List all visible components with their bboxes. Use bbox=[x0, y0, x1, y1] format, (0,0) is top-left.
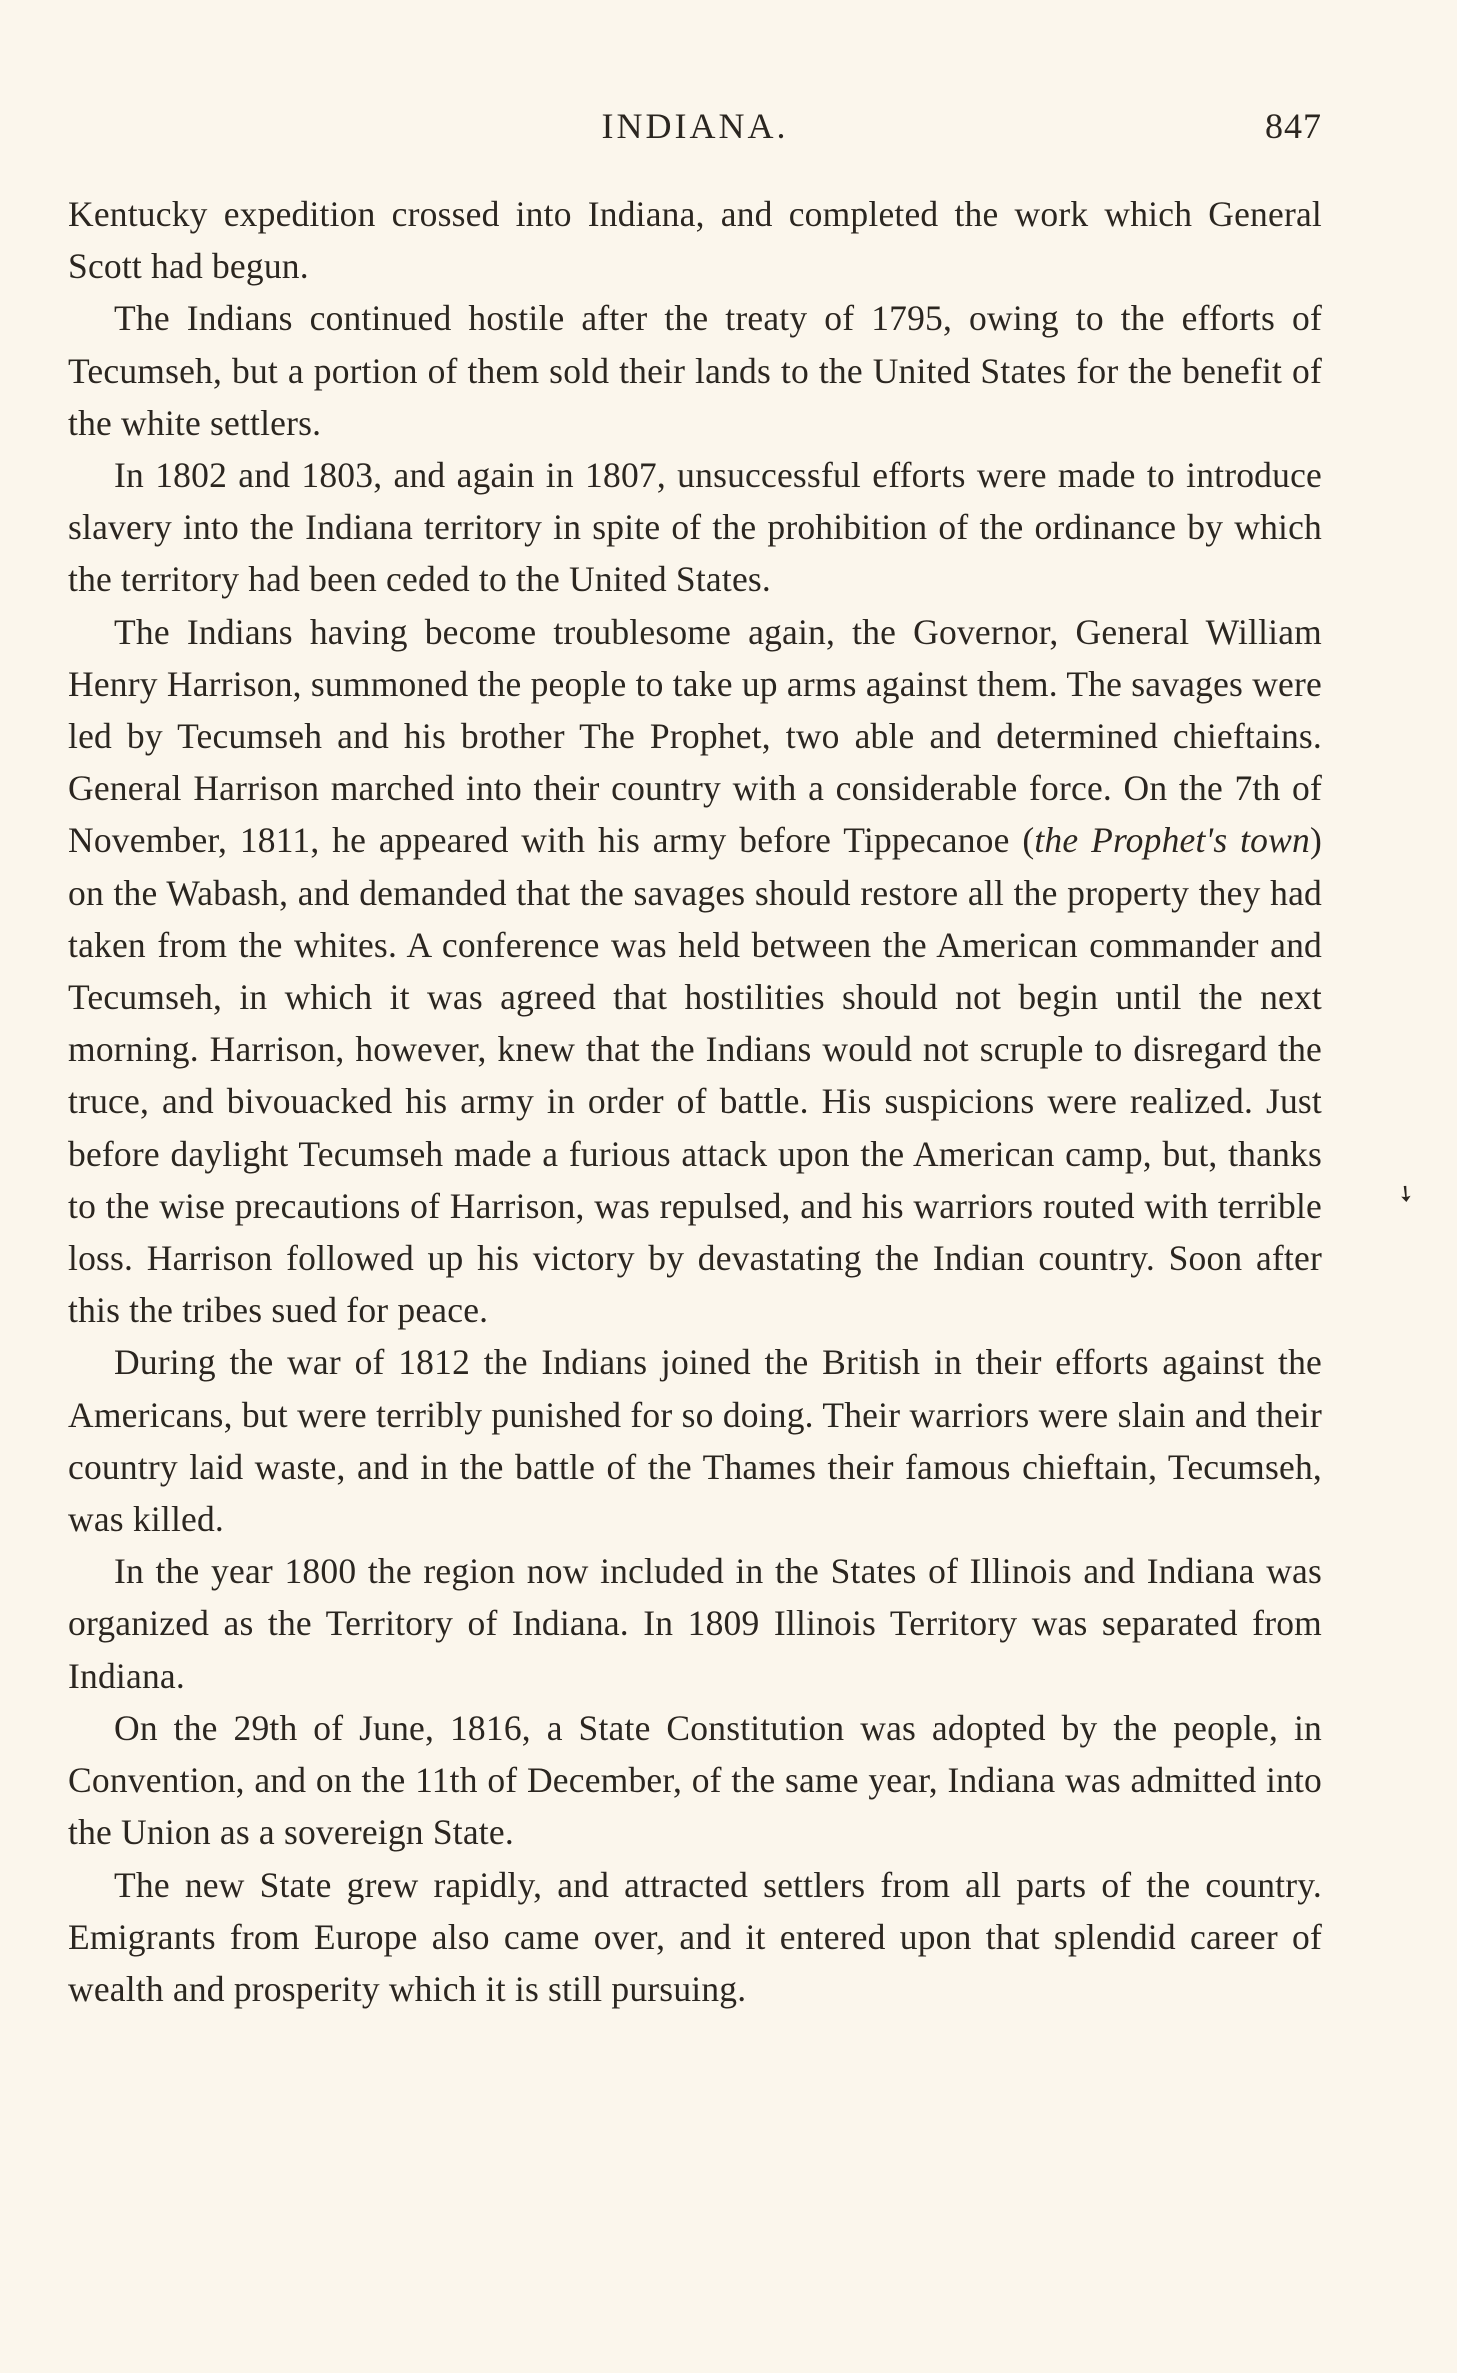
paragraph-slavery-efforts: In 1802 and 1803, and again in 1807, unsuccessful efforts were made to introduce slavery into the Indiana territory in spite of the prohibition of the ordinance by which the territory had been ceded to the United States. bbox=[68, 455, 1322, 600]
paragraph-tippecanoe-part-2: ) on the Wabash, and demanded that the savages should restore all the property they had taken from the whites. A conference was held between the American commander and Tecumseh, in which it was agreed that hostilities should not begin until the next morning. Harrison, however, knew that the Indians would not scruple to disregard the truce, and bivouacked his army in order of battle. His suspicions were realized. Just before daylight Tecumseh made a furious attack upon the American camp, but, thanks to the wise precautions of Harrison, was repulsed, and his warriors routed with terrible loss. Harrison followed up his victory by devastating the Indian country. Soon after this the tribes sued for peace. bbox=[68, 820, 1322, 1331]
paragraph-tippecanoe-part-1: The Indians having become troublesome again, the Governor, General William Henry Harrison, summoned the people to take up arms against them. The savages were led by Tecumseh and his brother The Prophet, two able and determined chieftains. General Harrison marched into their country with a considerable force. On the 7th of November, 1811, he appeared with his army before Tippecanoe ( bbox=[68, 611, 1322, 861]
paragraph-war-of-1812: During the war of 1812 the Indians joined the British in their efforts against the Americans, but were terribly punished for so doing. Their warriors were slain and their country laid waste, and in the battle of the Thames their famous chieftain, Tecumseh, was killed. bbox=[68, 1342, 1322, 1540]
paragraph-continuation: Kentucky expedition crossed into Indiana, and completed the work which General Scott had begun. bbox=[68, 194, 1322, 287]
running-title: INDIANA. bbox=[601, 106, 789, 146]
prophets-town-italic: the Prophet's town bbox=[1034, 820, 1310, 861]
arrow-pointer-icon: ➘ bbox=[1390, 1177, 1422, 1209]
paragraph-tippecanoe bbox=[68, 606, 1322, 1337]
paragraph-statehood-1816: On the 29th of June, 1816, a State Constitution was adopted by the people, in Convention, and on the 11th of December, of the same year, Indiana was admitted into the Union as a sovereign State. bbox=[68, 1707, 1322, 1853]
paragraph-territory-1800: In the year 1800 the region now included in the States of Illinois and Indiana was organized as the Territory of Indiana. In 1809 Illinois Territory was separated from Indiana. bbox=[68, 1551, 1322, 1696]
page-number: 847 bbox=[1265, 106, 1322, 146]
body-text bbox=[68, 188, 1322, 2015]
paragraph-treaty-1795: The Indians continued hostile after the treaty of 1795, owing to the efforts of Tecumseh, but a portion of them sold their lands to the United States for the benefit of the white settlers. bbox=[68, 298, 1322, 443]
paragraph-growth: The new State grew rapidly, and attracted settlers from all parts of the country. Emigrants from Europe also came over, and it entered upon that splendid career of wealth and prosperity which it is still pursuing. bbox=[68, 1864, 1322, 2009]
running-head bbox=[68, 104, 1322, 148]
